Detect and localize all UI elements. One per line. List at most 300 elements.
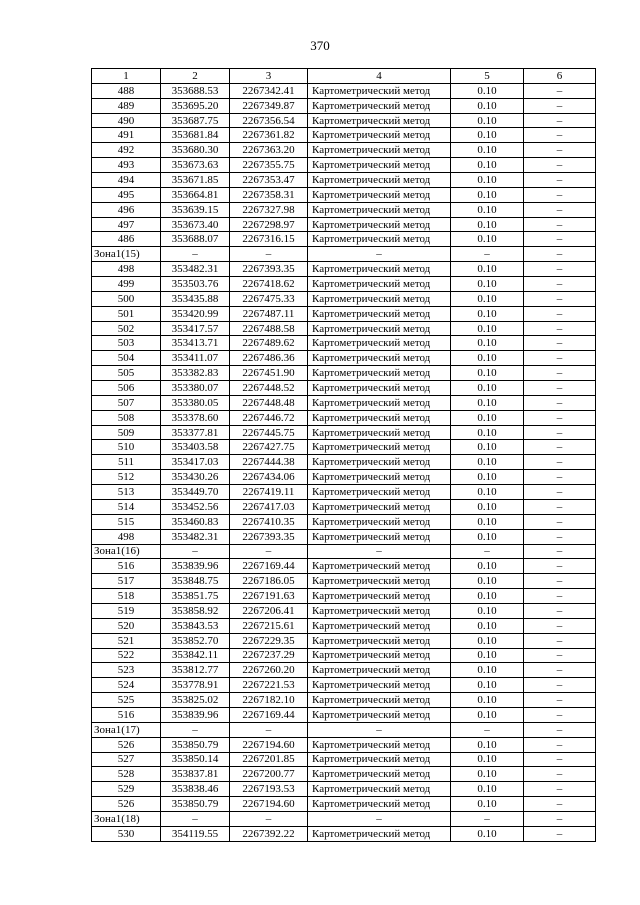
table-cell: 0.10 bbox=[451, 291, 524, 306]
table-row bbox=[92, 217, 596, 232]
table-cell: 0.10 bbox=[451, 187, 524, 202]
table-cell: 2267169.44 bbox=[230, 559, 308, 574]
table-cell: – bbox=[524, 381, 596, 396]
table-cell: 0.10 bbox=[451, 158, 524, 173]
table-cell: – bbox=[524, 306, 596, 321]
table-cell: 0.10 bbox=[451, 663, 524, 678]
table-row bbox=[92, 98, 596, 113]
table-cell: 503 bbox=[92, 336, 161, 351]
table-cell: 0.10 bbox=[451, 425, 524, 440]
table-cell: 353848.75 bbox=[161, 574, 230, 589]
table-row bbox=[92, 381, 596, 396]
table-header-row bbox=[92, 69, 596, 84]
table-cell: Картометрический метод bbox=[308, 113, 451, 128]
table-cell: 0.10 bbox=[451, 767, 524, 782]
column-header: 2 bbox=[161, 69, 230, 84]
table-cell: 0.10 bbox=[451, 173, 524, 188]
table-cell: 2267182.10 bbox=[230, 693, 308, 708]
table-cell: 501 bbox=[92, 306, 161, 321]
table-row bbox=[92, 113, 596, 128]
table-cell: 491 bbox=[92, 128, 161, 143]
table-cell: 0.10 bbox=[451, 262, 524, 277]
table-cell: Картометрический метод bbox=[308, 752, 451, 767]
table-cell: 509 bbox=[92, 425, 161, 440]
table-cell: Картометрический метод bbox=[308, 797, 451, 812]
table-row bbox=[92, 752, 596, 767]
table-cell: 353411.07 bbox=[161, 351, 230, 366]
table-cell: – bbox=[524, 366, 596, 381]
table-cell: – bbox=[524, 767, 596, 782]
table-cell: – bbox=[161, 722, 230, 737]
table-cell: – bbox=[524, 247, 596, 262]
table-cell: Картометрический метод bbox=[308, 485, 451, 500]
table-cell: 519 bbox=[92, 603, 161, 618]
table-cell: Картометрический метод bbox=[308, 425, 451, 440]
table-cell: 0.10 bbox=[451, 589, 524, 604]
table-cell: – bbox=[524, 603, 596, 618]
table-cell: 353380.07 bbox=[161, 381, 230, 396]
table-cell: 353671.85 bbox=[161, 173, 230, 188]
column-header: 4 bbox=[308, 69, 451, 84]
table-cell: 0.10 bbox=[451, 737, 524, 752]
table-cell: Картометрический метод bbox=[308, 143, 451, 158]
table-cell: 353417.57 bbox=[161, 321, 230, 336]
table-cell: 2267327.98 bbox=[230, 202, 308, 217]
table-cell: 498 bbox=[92, 529, 161, 544]
table-cell: 0.10 bbox=[451, 514, 524, 529]
table-cell: Зона1(15) bbox=[92, 247, 161, 262]
table-cell: Картометрический метод bbox=[308, 277, 451, 292]
table-cell: 2267419.11 bbox=[230, 485, 308, 500]
table-cell: 0.10 bbox=[451, 574, 524, 589]
table-cell: Картометрический метод bbox=[308, 693, 451, 708]
table-cell: 526 bbox=[92, 737, 161, 752]
table-cell: 2267393.35 bbox=[230, 262, 308, 277]
table-cell: – bbox=[524, 797, 596, 812]
table-cell: 0.10 bbox=[451, 366, 524, 381]
table-cell: Зона1(17) bbox=[92, 722, 161, 737]
table-cell: 0.10 bbox=[451, 752, 524, 767]
table-cell: 489 bbox=[92, 98, 161, 113]
table-cell: 2267191.63 bbox=[230, 589, 308, 604]
table-cell: 353851.75 bbox=[161, 589, 230, 604]
table-cell: – bbox=[524, 291, 596, 306]
table-cell: 499 bbox=[92, 277, 161, 292]
table-cell: 353837.81 bbox=[161, 767, 230, 782]
table-cell: 353839.96 bbox=[161, 559, 230, 574]
table-row bbox=[92, 826, 596, 841]
table-cell: – bbox=[524, 425, 596, 440]
table-cell: 2267206.41 bbox=[230, 603, 308, 618]
table-cell: 0.10 bbox=[451, 603, 524, 618]
table-cell: Картометрический метод bbox=[308, 663, 451, 678]
table-cell: 497 bbox=[92, 217, 161, 232]
table-cell: 527 bbox=[92, 752, 161, 767]
table-cell: Картометрический метод bbox=[308, 98, 451, 113]
table-cell: 353842.11 bbox=[161, 648, 230, 663]
table-row bbox=[92, 277, 596, 292]
table-cell: 492 bbox=[92, 143, 161, 158]
table-cell: – bbox=[308, 811, 451, 826]
table-cell: 0.10 bbox=[451, 128, 524, 143]
zone-row bbox=[92, 722, 596, 737]
table-cell: 513 bbox=[92, 485, 161, 500]
table-cell: – bbox=[451, 247, 524, 262]
table-cell: Картометрический метод bbox=[308, 321, 451, 336]
table-row bbox=[92, 262, 596, 277]
table-row bbox=[92, 574, 596, 589]
table-cell: 524 bbox=[92, 678, 161, 693]
table-cell: – bbox=[524, 128, 596, 143]
column-header: 1 bbox=[92, 69, 161, 84]
table-cell: 353664.81 bbox=[161, 187, 230, 202]
table-cell: 0.10 bbox=[451, 455, 524, 470]
table-cell: 353852.70 bbox=[161, 633, 230, 648]
table-cell: – bbox=[524, 262, 596, 277]
table-cell: Картометрический метод bbox=[308, 633, 451, 648]
table-cell: 2267221.53 bbox=[230, 678, 308, 693]
table-cell: Картометрический метод bbox=[308, 826, 451, 841]
table-row bbox=[92, 158, 596, 173]
table-cell: – bbox=[230, 544, 308, 559]
table-row bbox=[92, 306, 596, 321]
table-cell: 353850.79 bbox=[161, 737, 230, 752]
table-cell: – bbox=[524, 336, 596, 351]
table-body bbox=[92, 83, 596, 841]
table-cell: 526 bbox=[92, 797, 161, 812]
table-cell: – bbox=[524, 663, 596, 678]
table-cell: 0.10 bbox=[451, 217, 524, 232]
table-row bbox=[92, 366, 596, 381]
table-cell: 515 bbox=[92, 514, 161, 529]
table-row bbox=[92, 425, 596, 440]
table-cell: 522 bbox=[92, 648, 161, 663]
table-cell: 2267316.15 bbox=[230, 232, 308, 247]
table-cell: 353850.14 bbox=[161, 752, 230, 767]
table-cell: 353413.71 bbox=[161, 336, 230, 351]
table-cell: 518 bbox=[92, 589, 161, 604]
table-cell: – bbox=[524, 589, 596, 604]
table-cell: 0.10 bbox=[451, 559, 524, 574]
table-cell: 511 bbox=[92, 455, 161, 470]
table-row bbox=[92, 663, 596, 678]
coordinates-table bbox=[91, 68, 596, 842]
table-row bbox=[92, 128, 596, 143]
table-row bbox=[92, 782, 596, 797]
table-cell: Картометрический метод bbox=[308, 187, 451, 202]
zone-row bbox=[92, 544, 596, 559]
table-row bbox=[92, 529, 596, 544]
table-cell: 2267427.75 bbox=[230, 440, 308, 455]
table-cell: 353850.79 bbox=[161, 797, 230, 812]
table-cell: Картометрический метод bbox=[308, 336, 451, 351]
table-cell: – bbox=[524, 693, 596, 708]
table-cell: Картометрический метод bbox=[308, 306, 451, 321]
table-cell: 2267361.82 bbox=[230, 128, 308, 143]
table-row bbox=[92, 485, 596, 500]
table-cell: 2267229.35 bbox=[230, 633, 308, 648]
table-cell: 353673.63 bbox=[161, 158, 230, 173]
table-cell: Зона1(16) bbox=[92, 544, 161, 559]
table-row bbox=[92, 707, 596, 722]
table-cell: 2267489.62 bbox=[230, 336, 308, 351]
table-cell: 353812.77 bbox=[161, 663, 230, 678]
table-cell: Картометрический метод bbox=[308, 618, 451, 633]
table-cell: 508 bbox=[92, 410, 161, 425]
table-cell: 0.10 bbox=[451, 336, 524, 351]
table-cell: – bbox=[524, 633, 596, 648]
table-cell: – bbox=[451, 811, 524, 826]
table-cell: – bbox=[524, 83, 596, 98]
table-row bbox=[92, 559, 596, 574]
table-cell: 2267418.62 bbox=[230, 277, 308, 292]
table-cell: – bbox=[524, 559, 596, 574]
table-cell: 495 bbox=[92, 187, 161, 202]
table-cell: – bbox=[161, 247, 230, 262]
table-cell: 353838.46 bbox=[161, 782, 230, 797]
table-cell: Картометрический метод bbox=[308, 217, 451, 232]
table-cell: 353460.83 bbox=[161, 514, 230, 529]
table-cell: 500 bbox=[92, 291, 161, 306]
column-header: 6 bbox=[524, 69, 596, 84]
table-cell: – bbox=[524, 782, 596, 797]
table-cell: 2267417.03 bbox=[230, 499, 308, 514]
table-cell: 498 bbox=[92, 262, 161, 277]
table-cell: 353403.58 bbox=[161, 440, 230, 455]
table-cell: 2267193.53 bbox=[230, 782, 308, 797]
table-row bbox=[92, 499, 596, 514]
table-row bbox=[92, 202, 596, 217]
table-cell: 0.10 bbox=[451, 410, 524, 425]
table-row bbox=[92, 470, 596, 485]
table-cell: Картометрический метод bbox=[308, 514, 451, 529]
table-cell: – bbox=[230, 722, 308, 737]
table-row bbox=[92, 737, 596, 752]
table-cell: 0.10 bbox=[451, 678, 524, 693]
table-cell: 0.10 bbox=[451, 232, 524, 247]
table-cell: 353843.53 bbox=[161, 618, 230, 633]
table-cell: – bbox=[451, 544, 524, 559]
table-cell: 353681.84 bbox=[161, 128, 230, 143]
table-cell: 0.10 bbox=[451, 618, 524, 633]
table-cell: 353858.92 bbox=[161, 603, 230, 618]
table-cell: 2267201.85 bbox=[230, 752, 308, 767]
table-cell: Зона1(18) bbox=[92, 811, 161, 826]
table-cell: 2267445.75 bbox=[230, 425, 308, 440]
table-cell: Картометрический метод bbox=[308, 232, 451, 247]
table-cell: – bbox=[524, 395, 596, 410]
table-cell: 523 bbox=[92, 663, 161, 678]
table-row bbox=[92, 143, 596, 158]
table-cell: 2267358.31 bbox=[230, 187, 308, 202]
table-cell: 354119.55 bbox=[161, 826, 230, 841]
zone-row bbox=[92, 811, 596, 826]
table-cell: Картометрический метод bbox=[308, 351, 451, 366]
table-cell: 2267194.60 bbox=[230, 737, 308, 752]
table-cell: 486 bbox=[92, 232, 161, 247]
table-cell: – bbox=[230, 811, 308, 826]
table-cell: Картометрический метод bbox=[308, 499, 451, 514]
table-cell: 0.10 bbox=[451, 113, 524, 128]
table-cell: 353673.40 bbox=[161, 217, 230, 232]
table-cell: 2267215.61 bbox=[230, 618, 308, 633]
table-cell: 2267237.29 bbox=[230, 648, 308, 663]
table-cell: 0.10 bbox=[451, 499, 524, 514]
table-cell: – bbox=[524, 470, 596, 485]
table-cell: – bbox=[524, 202, 596, 217]
table-cell: 353503.76 bbox=[161, 277, 230, 292]
table-cell: – bbox=[524, 499, 596, 514]
table-cell: 514 bbox=[92, 499, 161, 514]
table-cell: – bbox=[524, 455, 596, 470]
table-cell: 0.10 bbox=[451, 648, 524, 663]
table-cell: 502 bbox=[92, 321, 161, 336]
table-cell: 493 bbox=[92, 158, 161, 173]
table-cell: 2267446.72 bbox=[230, 410, 308, 425]
table-cell: – bbox=[524, 187, 596, 202]
table-cell: 0.10 bbox=[451, 351, 524, 366]
table-cell: 528 bbox=[92, 767, 161, 782]
table-cell: 516 bbox=[92, 559, 161, 574]
table-cell: Картометрический метод bbox=[308, 529, 451, 544]
table-cell: 512 bbox=[92, 470, 161, 485]
table-cell: – bbox=[524, 544, 596, 559]
table-cell: Картометрический метод bbox=[308, 678, 451, 693]
table-row bbox=[92, 410, 596, 425]
table-cell: 510 bbox=[92, 440, 161, 455]
table-cell: Картометрический метод bbox=[308, 767, 451, 782]
table-cell: Картометрический метод bbox=[308, 574, 451, 589]
table-cell: – bbox=[308, 544, 451, 559]
table-cell: 530 bbox=[92, 826, 161, 841]
table-cell: 353378.60 bbox=[161, 410, 230, 425]
table-cell: – bbox=[524, 529, 596, 544]
table-cell: – bbox=[524, 752, 596, 767]
table-cell: 2267342.41 bbox=[230, 83, 308, 98]
table-cell: – bbox=[230, 247, 308, 262]
table-cell: 0.10 bbox=[451, 143, 524, 158]
table-cell: – bbox=[524, 737, 596, 752]
table-cell: 0.10 bbox=[451, 83, 524, 98]
table-cell: 0.10 bbox=[451, 381, 524, 396]
table-row bbox=[92, 173, 596, 188]
table-cell: Картометрический метод bbox=[308, 470, 451, 485]
table-cell: 353688.53 bbox=[161, 83, 230, 98]
table-cell: 496 bbox=[92, 202, 161, 217]
table-cell: 2267393.35 bbox=[230, 529, 308, 544]
table-cell: – bbox=[524, 440, 596, 455]
table-cell: 529 bbox=[92, 782, 161, 797]
table-cell: Картометрический метод bbox=[308, 83, 451, 98]
table-cell: – bbox=[161, 544, 230, 559]
table-cell: – bbox=[524, 707, 596, 722]
table-cell: 353839.96 bbox=[161, 707, 230, 722]
table-cell: 353452.56 bbox=[161, 499, 230, 514]
table-cell: – bbox=[524, 410, 596, 425]
table-cell: 0.10 bbox=[451, 782, 524, 797]
table-cell: 516 bbox=[92, 707, 161, 722]
table-cell: 353695.20 bbox=[161, 98, 230, 113]
table-cell: Картометрический метод bbox=[308, 648, 451, 663]
table-cell: – bbox=[451, 722, 524, 737]
table-row bbox=[92, 633, 596, 648]
table-cell: Картометрический метод bbox=[308, 291, 451, 306]
table-cell: 0.10 bbox=[451, 826, 524, 841]
table-cell: 506 bbox=[92, 381, 161, 396]
table-cell: 353825.02 bbox=[161, 693, 230, 708]
table-cell: 0.10 bbox=[451, 797, 524, 812]
table-cell: – bbox=[524, 143, 596, 158]
table-cell: 2267349.87 bbox=[230, 98, 308, 113]
table-cell: 0.10 bbox=[451, 529, 524, 544]
table-cell: Картометрический метод bbox=[308, 603, 451, 618]
table-row bbox=[92, 395, 596, 410]
table-cell: 517 bbox=[92, 574, 161, 589]
table-cell: – bbox=[524, 158, 596, 173]
table-cell: 353430.26 bbox=[161, 470, 230, 485]
table-cell: 353417.03 bbox=[161, 455, 230, 470]
table-cell: 2267363.20 bbox=[230, 143, 308, 158]
table-cell: 2267169.44 bbox=[230, 707, 308, 722]
table-row bbox=[92, 440, 596, 455]
table-cell: Картометрический метод bbox=[308, 455, 451, 470]
table-cell: 2267488.58 bbox=[230, 321, 308, 336]
table-cell: 353449.70 bbox=[161, 485, 230, 500]
table-cell: 2267475.33 bbox=[230, 291, 308, 306]
table-cell: 504 bbox=[92, 351, 161, 366]
table-cell: 2267200.77 bbox=[230, 767, 308, 782]
table-cell: 2267486.36 bbox=[230, 351, 308, 366]
table-cell: 2267186.05 bbox=[230, 574, 308, 589]
table-row bbox=[92, 232, 596, 247]
table-cell: 2267353.47 bbox=[230, 173, 308, 188]
table-cell: 2267356.54 bbox=[230, 113, 308, 128]
table-cell: 0.10 bbox=[451, 98, 524, 113]
table-cell: 353420.99 bbox=[161, 306, 230, 321]
table-cell: Картометрический метод bbox=[308, 410, 451, 425]
table-cell: 520 bbox=[92, 618, 161, 633]
table-cell: 0.10 bbox=[451, 707, 524, 722]
zone-row bbox=[92, 247, 596, 262]
table-cell: Картометрический метод bbox=[308, 782, 451, 797]
table-cell: – bbox=[524, 98, 596, 113]
table-cell: 2267434.06 bbox=[230, 470, 308, 485]
table-cell: – bbox=[524, 113, 596, 128]
table-row bbox=[92, 648, 596, 663]
table-row bbox=[92, 83, 596, 98]
table-row bbox=[92, 767, 596, 782]
table-cell: – bbox=[524, 232, 596, 247]
table-cell: Картометрический метод bbox=[308, 158, 451, 173]
table-cell: 2267298.97 bbox=[230, 217, 308, 232]
table-row bbox=[92, 291, 596, 306]
table-cell: 494 bbox=[92, 173, 161, 188]
table-cell: Картометрический метод bbox=[308, 707, 451, 722]
table-row bbox=[92, 603, 596, 618]
table-cell: 353687.75 bbox=[161, 113, 230, 128]
table-row bbox=[92, 797, 596, 812]
table-cell: 353377.81 bbox=[161, 425, 230, 440]
table-cell: Картометрический метод bbox=[308, 128, 451, 143]
table-row bbox=[92, 678, 596, 693]
table-cell: – bbox=[524, 485, 596, 500]
table-cell: 0.10 bbox=[451, 306, 524, 321]
table-cell: 353380.05 bbox=[161, 395, 230, 410]
table-cell: Картометрический метод bbox=[308, 366, 451, 381]
table-cell: 0.10 bbox=[451, 202, 524, 217]
table-cell: 0.10 bbox=[451, 693, 524, 708]
table-cell: Картометрический метод bbox=[308, 440, 451, 455]
